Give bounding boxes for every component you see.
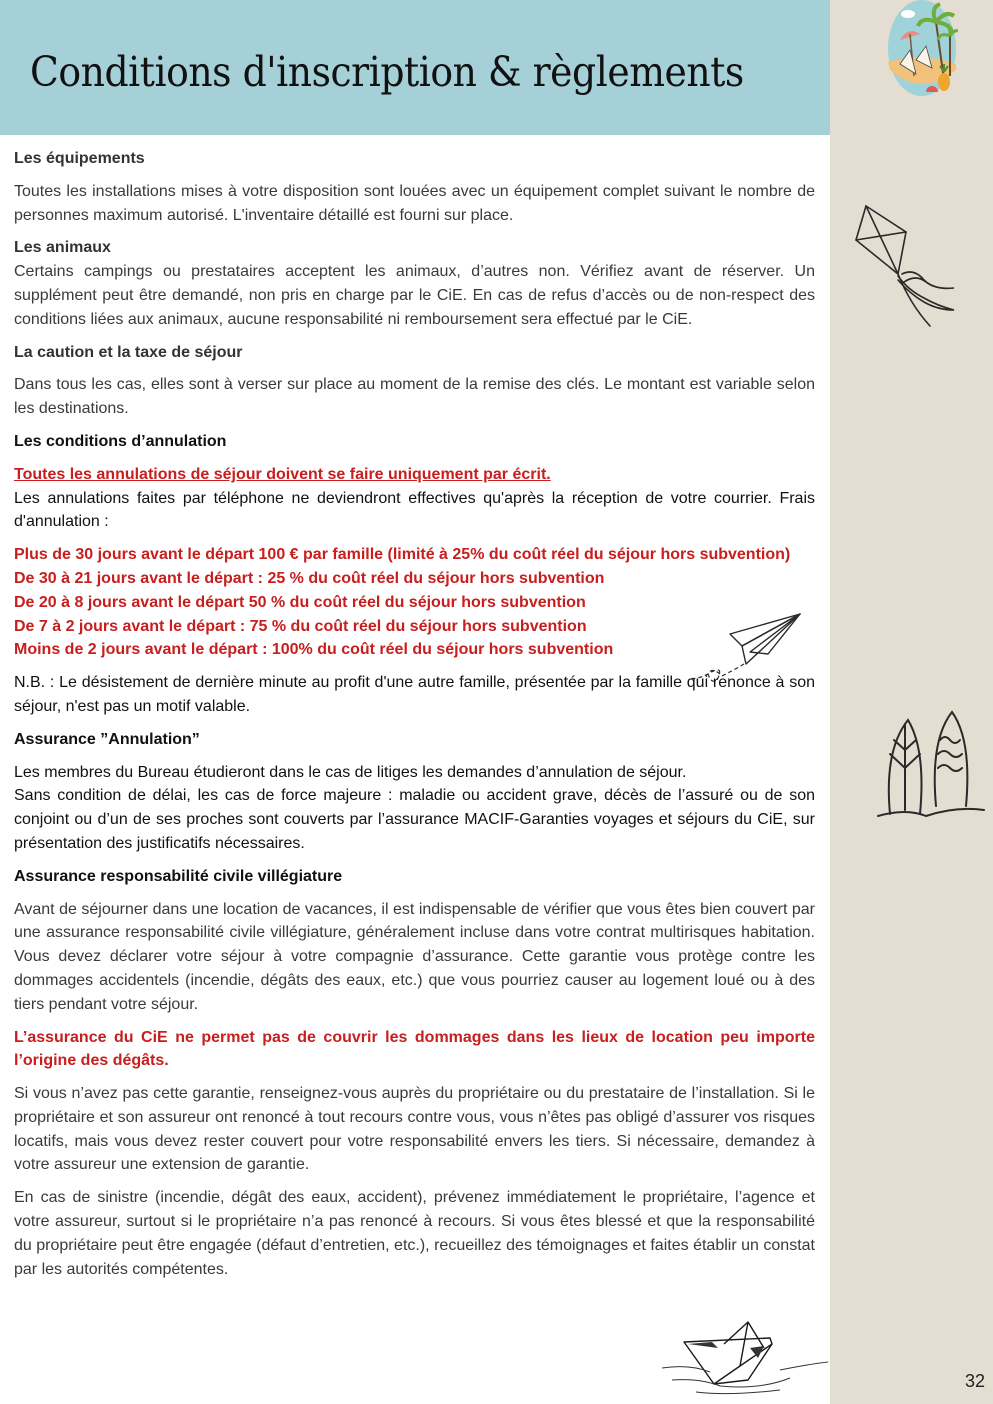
paragraph-responsabilite-3: En cas de sinistre (incendie, dégât des eaux, accident), prévenez immédiatement le propriétaire, l’agence et votre assureur, surtout si le propriétaire n’a pas renoncé à recours. Si vous êtes blessé et que la responsabilité du propriétaire peut être engagée (défaut d’entretien, etc.), recueillez des témoignages et faites établir un constat par les autorités compétentes.	[14, 1189, 815, 1278]
fee-item: De 20 à 8 jours avant le départ 50 % du coût réel du séjour hors subvention	[14, 593, 586, 611]
responsabilite-warning: L’assurance du CiE ne permet pas de couvrir les dommages dans les lieux de location peu importe l’origine des dégâts.	[14, 1028, 815, 1070]
heading-assurance-annulation: Assurance ”Annulation”	[14, 730, 200, 748]
decorative-sidebar	[830, 0, 993, 1404]
paragraph-animaux: Certains campings ou prestataires acceptent les animaux, d’autres non. Vérifiez avant de réserver. Un supplément peut être demandé, non pris en charge par le CiE. En cas de refus d’accès ou de non-respect des conditions liées aux animaux, aucune responsabilité ni remboursement sera effectué par le CiE.	[14, 263, 815, 328]
kite-icon	[854, 204, 964, 328]
page-title: Conditions d'inscription & règlements	[30, 48, 744, 96]
beach-scene-icon	[886, 0, 958, 98]
fee-item: Plus de 30 jours avant le départ 100 € par famille (limité à 25% du coût réel du séjour hors subvention)	[14, 546, 791, 564]
cancellation-fees-list	[14, 543, 815, 662]
paragraph-caution: Dans tous les cas, elles sont à verser sur place au moment de la remise des clés. Le montant est variable selon les destinations.	[14, 376, 815, 418]
paper-boat-icon	[660, 1320, 830, 1396]
annulation-note: N.B. : Le désistement de dernière minute au profit d'une autre famille, présentée par la famille qui renonce à son séjour, n'est pas un motif valable.	[14, 674, 815, 715]
paragraph-responsabilite-2: Si vous n’avez pas cette garantie, renseignez-vous auprès du propriétaire ou du prestataire de l’installation. Si le propriétaire et son assureur ont renoncé à tout recours contre vous, vous n’êtes pas obligé d’assurer vos risques locatifs, mais vous devez rester couvert pour votre responsabilité envers les tiers. Si nécessaire, demandez à votre assureur une extension de garantie.	[14, 1085, 815, 1174]
heading-equipements: Les équipements	[14, 150, 145, 167]
page-number: 32	[964, 1371, 985, 1391]
paragraph-assurance-annulation-2: Sans condition de délai, les cas de force majeure : maladie ou accident grave, décès de l’assuré ou de son conjoint ou d’un de ses proches sont couverts par l’assurance MACIF-Garanties voyages et séjours du CiE, sur présentation des justificatifs nécessaires.	[14, 787, 815, 852]
heading-annulation: Les conditions d’annulation	[14, 432, 227, 450]
document-body	[14, 147, 815, 1290]
paragraph-equipements: Toutes les installations mises à votre disposition sont louées avec un équipement complet suivant le nombre de personnes maximum autorisé. L'inventaire détaillé est fourni sur place.	[14, 182, 815, 224]
heading-caution: La caution et la taxe de séjour	[14, 343, 243, 361]
annulation-warning: Toutes les annulations de séjour doivent se faire uniquement par écrit.	[14, 465, 551, 483]
heading-animaux: Les animaux	[14, 239, 111, 257]
paragraph-annulation: Les annulations faites par téléphone ne deviendront effectives qu'après la réception de votre courrier. Frais d'annulation :	[14, 489, 815, 531]
fee-item: De 30 à 21 jours avant le départ : 25 % du coût réel du séjour hors subvention	[14, 569, 605, 587]
fee-item: De 7 à 2 jours avant le départ : 75 % du coût réel du séjour hors subvention	[14, 617, 587, 635]
heading-responsabilite: Assurance responsabilité civile villégiature	[14, 867, 343, 885]
paragraph-responsabilite-1: Avant de séjourner dans une location de vacances, il est indispensable de vérifier que vous êtes bien couvert par une assurance responsabilité civile villégiature, généralement incluse dans votre contrat multirisques habitation. Vous devez déclarer votre séjour à votre compagnie d’assurance. Cette garantie vous protège contre les dommages accidentels (incendie, dégâts des eaux, etc.) que vous pourriez causer au logement loué ou à des tiers pendant votre séjour.	[14, 900, 815, 1013]
surfboards-icon	[876, 710, 986, 826]
fee-item: Moins de 2 jours avant le départ : 100% du coût réel du séjour hors subvention	[14, 641, 614, 659]
paragraph-assurance-annulation-1: Les membres du Bureau étudieront dans le cas de litiges les demandes d’annulation de séjour.	[14, 763, 687, 781]
page-header	[0, 0, 830, 135]
